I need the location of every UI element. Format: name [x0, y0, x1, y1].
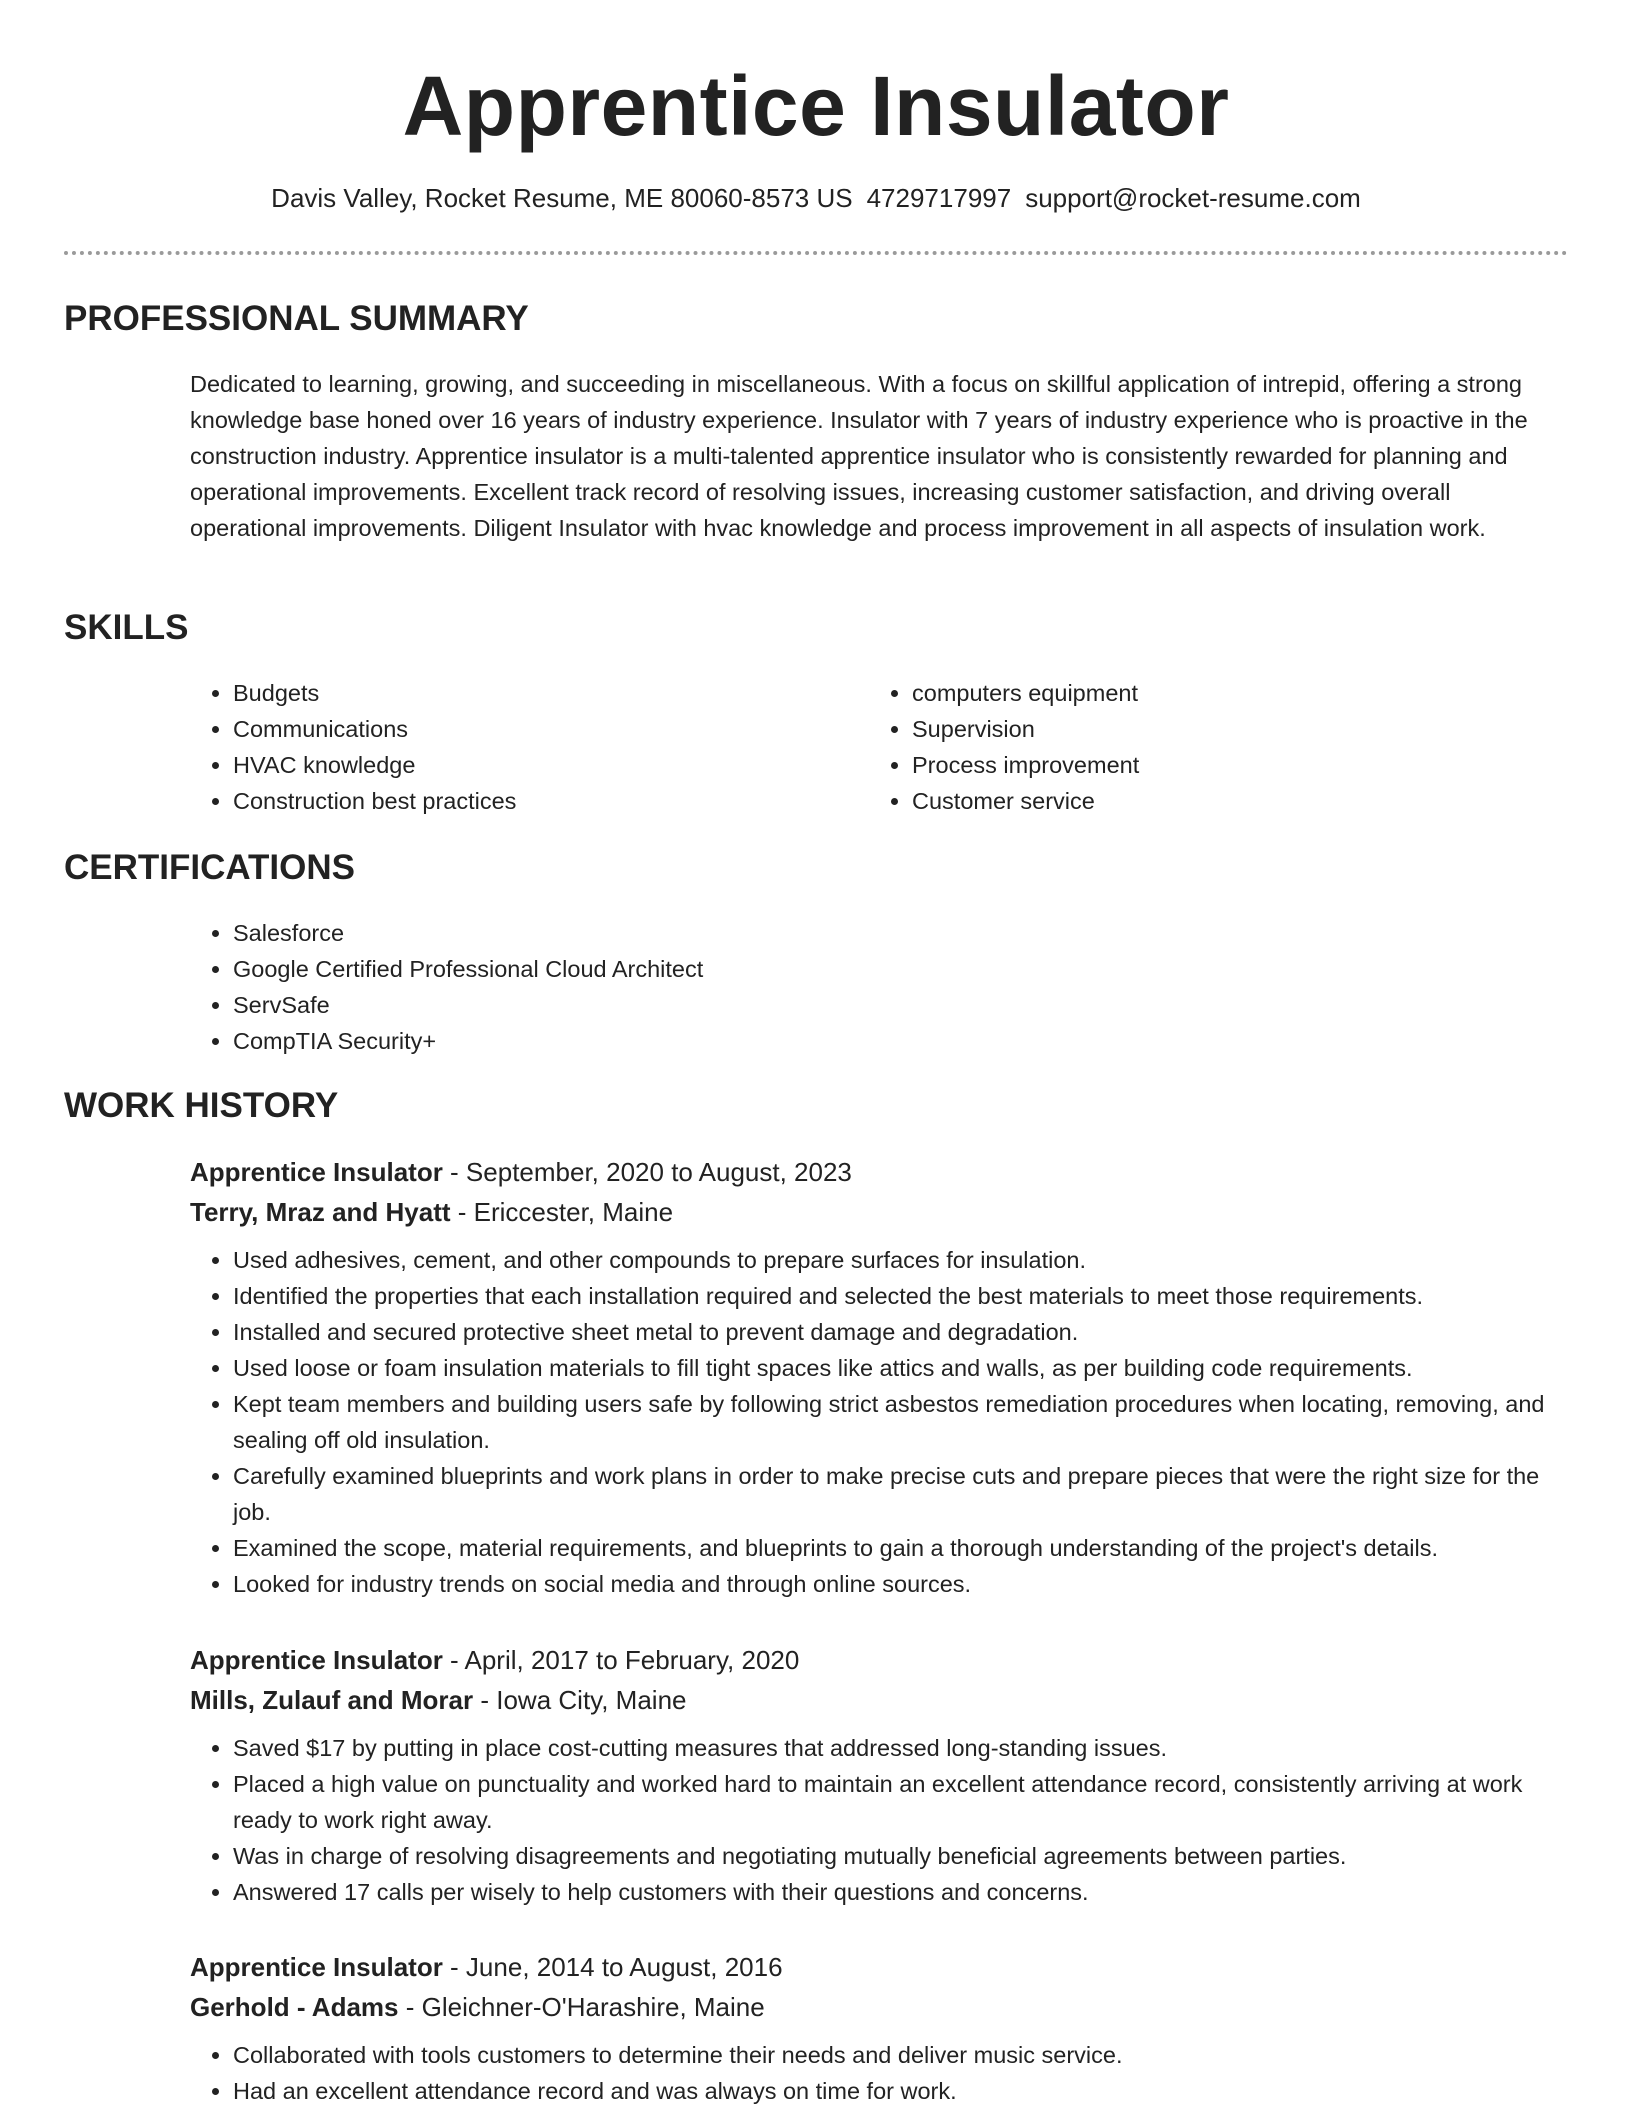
job-bullet: • Saved $17 by putting in place cost-cutting measures that addressed long-standing issues. [233, 1730, 1570, 1766]
skills-list-right [869, 675, 1139, 819]
skill-item: • Process improvement [912, 747, 1139, 783]
job-bullet: • Collaborated with tools customers to determine their needs and deliver music service. [233, 2037, 1570, 2073]
job-bullet: • Used loose or foam insulation materials to fill tight spaces like attics and walls, as per building code requirements. [233, 1350, 1570, 1386]
skill-item: • computers equipment [912, 675, 1139, 711]
skill-item: • Budgets [233, 675, 516, 711]
skills-list-left [190, 675, 516, 819]
job-position: Apprentice Insulator [190, 1952, 443, 1982]
skill-item: • Customer service [912, 783, 1139, 819]
job-bullet: • Used adhesives, cement, and other compounds to prepare surfaces for insulation. [233, 1242, 1570, 1278]
certification-item: • Salesforce [233, 915, 703, 951]
job-bullet: • Kept team members and building users safe by following strict asbestos remediation procedures when locating, removing, and sealing off old insulation. [233, 1386, 1570, 1458]
job-location: - Ericcester, Maine [450, 1197, 674, 1227]
job-title-line [190, 1152, 1570, 1192]
job-entry [190, 1152, 1570, 1602]
candidate-name: Apprentice Insulator [402, 59, 1230, 153]
job-entry [190, 1640, 1570, 1910]
summary-heading: PROFESSIONAL SUMMARY [64, 299, 529, 338]
job-bullets [190, 1242, 1570, 1602]
work-history-heading: WORK HISTORY [64, 1086, 339, 1125]
job-location: - Iowa City, Maine [473, 1685, 687, 1715]
job-dates: - April, 2017 to February, 2020 [442, 1645, 800, 1675]
job-bullet: • Examined the scope, material requirements, and blueprints to gain a thorough understanding of the project's details. [233, 1530, 1570, 1566]
job-bullets [190, 1730, 1570, 1910]
skill-item: • Communications [233, 711, 516, 747]
job-bullet: • Carefully examined blueprints and work plans in order to make precise cuts and prepare pieces that were the right size for the job. [233, 1458, 1570, 1530]
job-company-line [190, 1192, 1570, 1232]
contact-email: support@rocket-resume.com [1025, 183, 1361, 213]
job-bullet: • Installed and secured protective sheet metal to prevent damage and degradation. [233, 1314, 1570, 1350]
job-company: Terry, Mraz and Hyatt [190, 1197, 451, 1227]
job-dates: - September, 2020 to August, 2023 [442, 1157, 852, 1187]
certification-item: • Google Certified Professional Cloud Architect [233, 951, 703, 987]
skills-column-right [869, 675, 1139, 819]
job-dates: - June, 2014 to August, 2016 [442, 1952, 783, 1982]
summary-text: Dedicated to learning, growing, and succeeding in miscellaneous. With a focus on skillful application of intrepid, offering a strong knowledge base honed over 16 years of industry experience. Insulator with 7 years of industry experience who is proactive in the construction industry. Apprentice insulator is a multi-talented apprentice insulator who is consistently rewarded for planning and operational improvements. Excellent track record of resolving issues, increasing customer satisfaction, and driving overall operational improvements. Diligent Insulator with hvac knowledge and process improvement in all aspects of insulation work. [190, 371, 1528, 541]
skills-column-left [190, 675, 516, 819]
job-entry [190, 1947, 1570, 2109]
job-bullet: • Had an excellent attendance record and was always on time for work. [233, 2073, 1570, 2109]
certifications-heading: CERTIFICATIONS [64, 848, 356, 887]
job-bullet: • Was in charge of resolving disagreements and negotiating mutually beneficial agreements between parties. [233, 1838, 1570, 1874]
certifications-block [190, 915, 703, 1059]
certification-item: • ServSafe [233, 987, 703, 1023]
job-company-line [190, 1987, 1570, 2027]
job-bullet: • Answered 17 calls per wisely to help customers with their questions and concerns. [233, 1874, 1570, 1910]
job-position: Apprentice Insulator [190, 1157, 443, 1187]
certifications-list [190, 915, 703, 1059]
skills-heading: SKILLS [64, 608, 189, 647]
header-divider [64, 251, 1568, 255]
certification-item: • CompTIA Security+ [233, 1023, 703, 1059]
contact-address: Davis Valley, Rocket Resume, ME 80060-8573 US [271, 183, 853, 213]
job-company: Gerhold - Adams [190, 1992, 399, 2022]
job-company-line [190, 1680, 1570, 1720]
job-title-line [190, 1640, 1570, 1680]
job-title-line [190, 1947, 1570, 1987]
contact-line [0, 180, 1632, 216]
skill-item: • Supervision [912, 711, 1139, 747]
job-bullet: • Looked for industry trends on social media and through online sources. [233, 1566, 1570, 1602]
skill-item: • Construction best practices [233, 783, 516, 819]
job-company: Mills, Zulauf and Morar [190, 1685, 474, 1715]
job-bullet: • Placed a high value on punctuality and worked hard to maintain an excellent attendance record, consistently arriving at work ready to work right away. [233, 1766, 1570, 1838]
contact-phone: 4729717997 [866, 183, 1012, 213]
job-position: Apprentice Insulator [190, 1645, 443, 1675]
skill-item: • HVAC knowledge [233, 747, 516, 783]
job-bullets [190, 2037, 1570, 2109]
job-location: - Gleichner-O'Harashire, Maine [398, 1992, 765, 2022]
job-bullet: • Identified the properties that each installation required and selected the best materials to meet those requirements. [233, 1278, 1570, 1314]
